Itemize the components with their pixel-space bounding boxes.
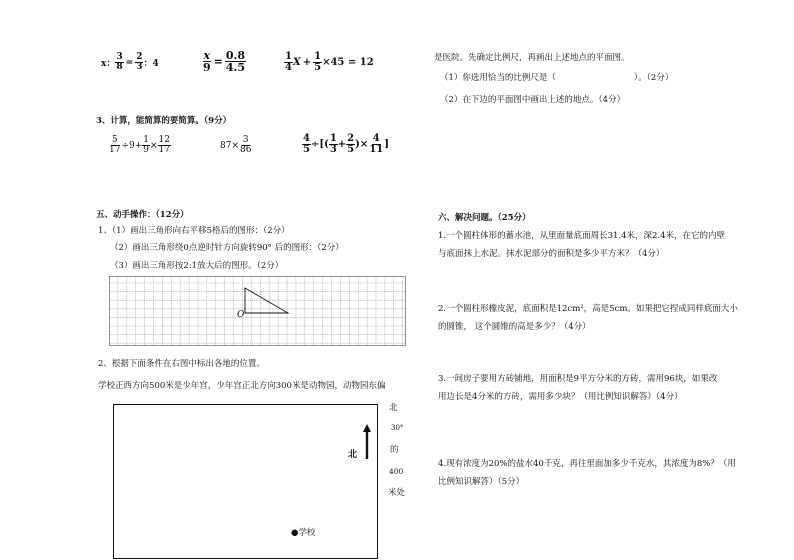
- north-arrow-icon: [362, 424, 372, 460]
- fraction: $\frac{3}{86}$: [240, 135, 252, 155]
- school-marker: ●学校: [291, 528, 316, 538]
- section-title-hands-on: 五、动手操作：（12分）: [96, 210, 189, 220]
- task-mark-locations: 2、根据下面条件在右图中标出各地的位置。: [98, 359, 265, 369]
- calc-expression-3: $\frac{4}{5}$ ÷[( $\frac{1}{3}$ + $\frac{2}{5}$ )× $\frac{4}{11}$ ]: [303, 133, 389, 155]
- map-frame[interactable]: [113, 404, 378, 559]
- fraction: $\frac{12}{17}$: [158, 135, 170, 155]
- north-label: 北: [348, 450, 358, 460]
- fraction: $\frac{2}{3}$: [136, 52, 143, 72]
- question-scale: （1）你选用恰当的比例尺是（ ）。（2分）: [440, 73, 674, 83]
- fraction: $\frac{1}{3}$: [329, 133, 337, 155]
- question-draw: （2）在下边的平面图中画出上述的地点。（4分）: [440, 95, 626, 105]
- fraction: $\frac{3}{8}$: [116, 52, 123, 72]
- task-translate: 1、（1）画出三角形向右平移5格后的图形：（2分）: [98, 226, 290, 236]
- fraction: $\frac{2}{5}$: [347, 133, 355, 155]
- fraction: $\frac{0.8}{4.5}$: [225, 49, 246, 74]
- equation-linear: $\frac{1}{4}$ X + $\frac{1}{5}$ ×45 = 12: [285, 51, 374, 73]
- fraction: $\frac{4}{5}$: [303, 133, 310, 155]
- fraction: $\frac{4}{11}$: [369, 133, 384, 155]
- fraction: $\frac{1}{9}$: [143, 135, 149, 155]
- fraction: $\frac{1}{4}$: [285, 51, 292, 73]
- side-text-distance: 400: [389, 467, 404, 476]
- side-text-north: 北: [389, 403, 398, 413]
- section-title-problems: 六、解决问题。（25分）: [438, 213, 531, 223]
- problem-4-line-1: 4.现有浓度为20%的盐水40千克，再往里面加多少千克水，其浓度为8%？（用: [438, 459, 736, 469]
- fraction: $\frac{x}{9}$: [203, 49, 211, 74]
- equation-ratio: x： $\frac{3}{8}$ = $\frac{2}{3}$ ：4: [101, 52, 159, 72]
- task-enlarge: （3）画出三角形按2:1放大后的图形。（2分）: [110, 261, 284, 271]
- calc-expression-2: 87× $\frac{3}{86}$: [220, 135, 252, 155]
- side-text-degree: 30°: [391, 424, 404, 432]
- task-rotate: （2）画出三角形绕0点逆时针方向旋转90° 后的图形：（2分）: [110, 243, 344, 253]
- side-text-meters: 米处: [388, 488, 406, 498]
- problem-2-line-1: 2.一个圆柱形橡皮泥，底面积是12cm²，高是5cm。如果把它捏成同样底面大小: [438, 304, 738, 314]
- fraction: $\frac{5}{17}$: [109, 135, 121, 155]
- fraction: $\frac{1}{5}$: [314, 51, 322, 73]
- drawing-grid: [109, 276, 406, 346]
- problem-2-line-2: 的圆锥， 这个圆锥的高是多少？（4分）: [438, 322, 591, 332]
- problem-3-line-2: 用边长是4分米的方砖，需用多少块？（用比例知识解答）（4分）: [438, 392, 683, 402]
- problem-4-line-2: 比例知识解答）（5分）: [438, 477, 525, 487]
- problem-1-line-1: 1.一个圆柱体形的蓄水池，从里面量底面周长31.4米，深2.4米，在它的内壁: [438, 231, 726, 241]
- task-conditions: 学校正西方向500米是少年宫，少年宫正北方向300米是动物园，动物园东偏: [98, 381, 386, 391]
- section-title-calculation: 3、计算，能简算的要简算。（9分）: [96, 116, 232, 126]
- calc-expression-1: $\frac{5}{17}$ ÷9+ $\frac{1}{9}$ × $\frac{12}{17}$: [109, 135, 170, 155]
- origin-label: O: [237, 310, 245, 320]
- side-text-of: 的: [390, 445, 399, 455]
- problem-1-line-2: 与底面抹上水泥。抹水泥部分的面积是多少平方米？（4分）: [438, 249, 665, 259]
- equation-proportion: $\frac{x}{9}$ = $\frac{0.8}{4.5}$: [203, 49, 246, 74]
- problem-3-line-1: 3.一间房子要用方砖铺地，用面积是9平方分米的方砖，需用96块，如果改: [438, 374, 718, 384]
- continuation-text: 是医院。先确定比例尺，再画出上述地点的平面图。: [434, 53, 630, 63]
